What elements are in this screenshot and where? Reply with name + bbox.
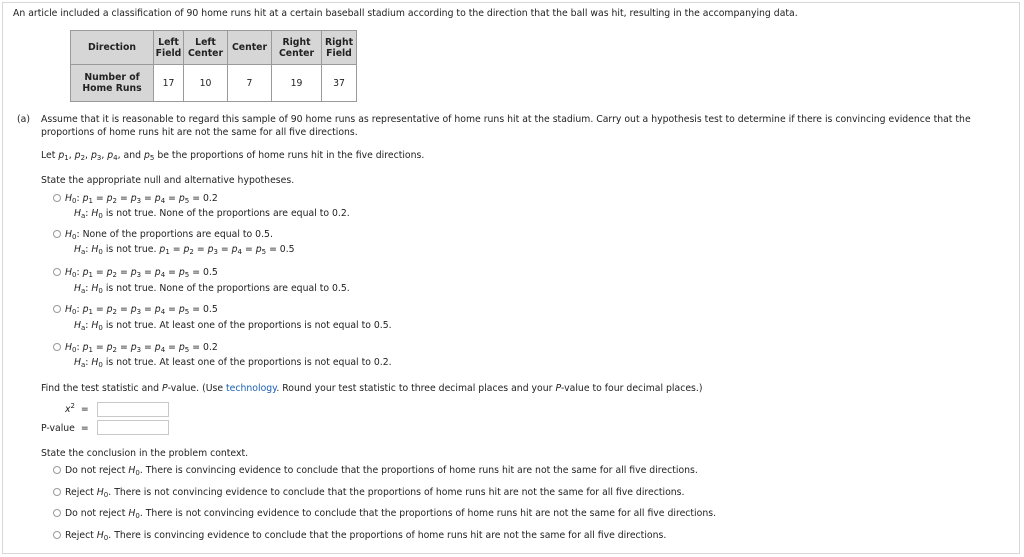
hypothesis-option-4-ha: $H_a$: $H_0$ is not true. At least one of the proportions is not equal to 0.5.	[74, 320, 392, 332]
conclusion-option-3[interactable]: Do not reject $H_0$. There is not convincing evidence to conclude that the proportions of home runs hit are not the same for all five directions.	[53, 508, 716, 519]
hypothesis-option-1[interactable]: $H_0$: $p_1 = p_2 = p_3 = p_4 = p_5 = 0.2$	[53, 193, 218, 204]
col-header-left-field: Left Field	[154, 31, 184, 65]
direction-header: Direction	[71, 31, 154, 65]
hypothesis-option-5[interactable]: $H_0$: $p_1 = p_2 = p_3 = p_4 = p_5 = 0.2$	[53, 342, 218, 353]
chi-square-input[interactable]	[97, 402, 169, 417]
radio-button[interactable]	[53, 466, 61, 474]
hypothesis-option-2-ha: $H_a$: $H_0$ is not true. $p_1 = p_2 = p_3 = p_4 = p_5 = 0.5$	[74, 244, 295, 256]
find-statistic-prompt: Find the test statistic and P-value. (Use technology. Round your test statistic to three decimal places and your P-value to four decimal places.)	[41, 383, 703, 394]
radio-button[interactable]	[53, 230, 61, 238]
radio-button[interactable]	[53, 531, 61, 539]
radio-button[interactable]	[53, 268, 61, 276]
direction-row	[71, 31, 357, 65]
intro-text: An article included a classification of 90 home runs hit at a certain baseball stadium according to the direction that the ball was hit, resulting in the accompanying data.	[13, 8, 798, 19]
hypothesis-option-3-ha: $H_a$: $H_0$ is not true. None of the proportions are equal to 0.5.	[74, 283, 350, 295]
hypothesis-option-4[interactable]: $H_0$: $p_1 = p_2 = p_3 = p_4 = p_5 = 0.5$	[53, 304, 218, 315]
radio-button[interactable]	[53, 305, 61, 313]
radio-button[interactable]	[53, 488, 61, 496]
cell-center: 7	[228, 65, 272, 102]
home-runs-row	[71, 65, 357, 102]
cell-left-center: 10	[184, 65, 228, 102]
hypothesis-option-2[interactable]: $H_0$: None of the proportions are equal to 0.5.	[53, 229, 273, 240]
cell-left-field: 17	[154, 65, 184, 102]
conclusion-option-2[interactable]: Reject $H_0$. There is not convincing evidence to conclude that the proportions of home runs hit are not the same for all five directions.	[53, 487, 684, 498]
hypothesis-option-3[interactable]: $H_0$: $p_1 = p_2 = p_3 = p_4 = p_5 = 0.5$	[53, 267, 218, 278]
part-a-text-line1: Assume that it is reasonable to regard this sample of 90 home runs as representative of home runs hit at the stadium. Carry out a hypothesis test to determine if there is convincing evidence that the	[41, 114, 971, 125]
radio-button[interactable]	[53, 509, 61, 517]
let-statement: Let $p_1$, $p_2$, $p_3$, $p_4$, and $p_5$ be the proportions of home runs hit in the five directions.	[41, 150, 425, 162]
pvalue-label: P-value =	[41, 423, 89, 434]
technology-link[interactable]: technology	[226, 383, 277, 394]
col-header-right-center: Right Center	[272, 31, 322, 65]
conclusion-option-1[interactable]: Do not reject $H_0$. There is convincing evidence to conclude that the proportions of home runs hit are not the same for all five directions.	[53, 465, 698, 476]
cell-right-center: 19	[272, 65, 322, 102]
hypothesis-option-1-ha: $H_a$: $H_0$ is not true. None of the proportions are equal to 0.2.	[74, 208, 350, 220]
home-runs-table	[70, 30, 357, 102]
col-header-right-field: Right Field	[322, 31, 357, 65]
pvalue-input[interactable]	[97, 420, 169, 435]
radio-button[interactable]	[53, 194, 61, 202]
chi-square-label: $x^2$ =	[65, 402, 89, 415]
hypothesis-option-5-ha: $H_a$: $H_0$ is not true. At least one of the proportions is not equal to 0.2.	[74, 357, 392, 369]
part-a-label: (a)	[17, 114, 30, 125]
home-runs-header: Number of Home Runs	[71, 65, 154, 102]
conclusion-option-4[interactable]: Reject $H_0$. There is convincing evidence to conclude that the proportions of home runs hit are not the same for all five directions.	[53, 530, 666, 541]
col-header-left-center: Left Center	[184, 31, 228, 65]
col-header-center: Center	[228, 31, 272, 65]
radio-button[interactable]	[53, 343, 61, 351]
hypotheses-prompt: State the appropriate null and alternative hypotheses.	[41, 175, 295, 186]
cell-right-field: 37	[322, 65, 357, 102]
part-a-text-line2: proportions of home runs hit are not the same for all five directions.	[41, 127, 358, 138]
conclusion-prompt: State the conclusion in the problem context.	[41, 448, 249, 459]
